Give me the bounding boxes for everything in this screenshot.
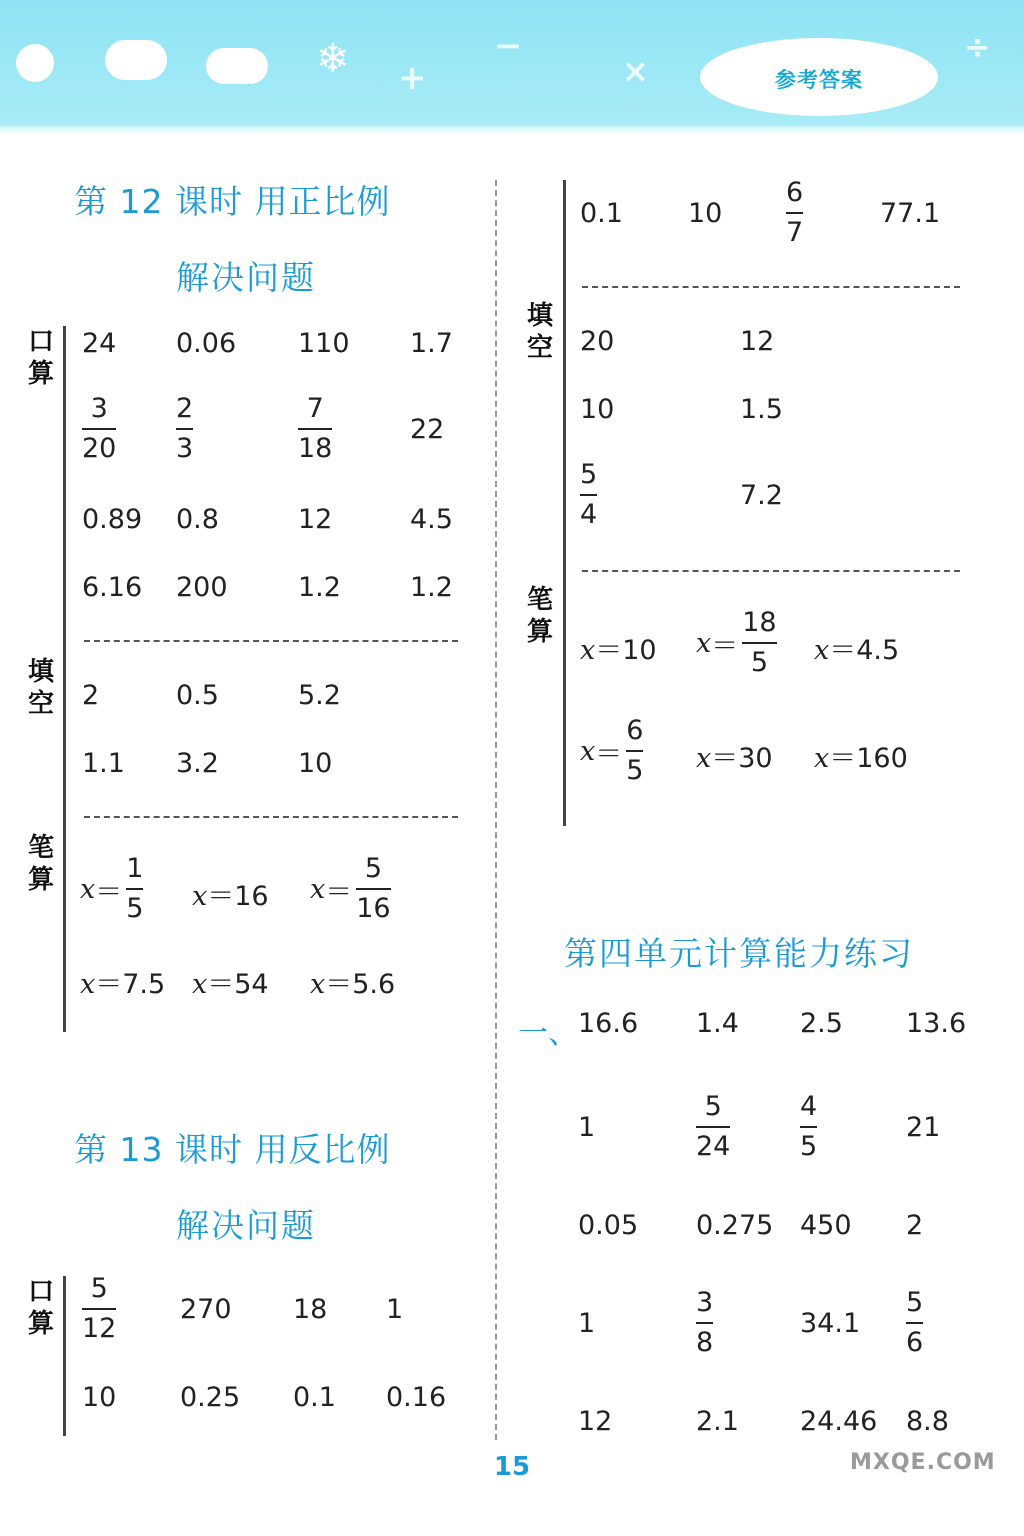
answer-cell: 12 [578,1406,613,1437]
answer-cell: x＝30 [696,743,773,774]
snowflake-icon: ❄ [316,36,350,82]
answer-cell: 0.8 [176,504,219,535]
answer-cell: x＝16 [192,881,269,912]
lesson13-vline [63,1276,66,1436]
tiankong-label: 填 空 [526,301,553,363]
answer-cell: 200 [176,572,228,603]
answer-cell: x ＝ $\frac{18}{5}$ [696,607,777,678]
answer-cell: 0.16 [386,1382,447,1413]
answer-cell: 2 3 [176,393,194,464]
answer-cell: 77.1 [880,198,941,229]
answer-cell: 5 12 [82,1273,117,1344]
answer-cell: 5.2 [298,680,341,711]
lesson12-title: 第 12 课时 用正比例 [74,182,391,221]
answer-cell: 10 [688,198,723,229]
cloud-icon [105,40,167,80]
answer-cell: 21 [906,1112,941,1143]
answer-cell: 10 [298,748,333,779]
answer-cell: x＝160 [814,743,908,774]
answer-cell: 34.1 [800,1308,861,1339]
answer-cell: 3.2 [176,748,219,779]
answer-cell: 1.4 [696,1008,739,1039]
answer-cell: 16.6 [578,1008,639,1039]
answer-cell: 1 [386,1294,404,1325]
answer-cell: 1.7 [410,328,453,359]
answer-cell: 5 6 [906,1287,924,1358]
tiankong-label: 填 空 [27,657,54,719]
page-number: 15 [493,1452,531,1482]
answer-cell: 1.1 [82,748,125,779]
rain-cloud-icon [206,48,268,84]
answer-cell: 0.5 [176,680,219,711]
answer-cell: 7 18 [298,393,333,464]
lesson12-vline [63,326,66,1032]
answer-cell: 4.5 [410,504,453,535]
answer-cell: 270 [180,1294,232,1325]
answer-cell: 2 [906,1210,924,1241]
answer-cell: x＝7.5 [80,969,166,1000]
answer-cell: 0.275 [696,1210,774,1241]
kousuan-label: 口 算 [27,1277,54,1339]
unit4-prefix: 一、 [518,1016,578,1051]
answer-badge [700,38,938,116]
answer-cell: 0.05 [578,1210,639,1241]
answer-cell: 2.5 [800,1008,843,1039]
answer-cell: x＝4.5 [814,635,900,666]
answer-cell: 6 7 [786,177,804,248]
answer-cell: x＝5.6 [310,969,396,1000]
answer-cell: 24.46 [800,1406,878,1437]
answer-cell: 5 4 [580,459,598,530]
answer-cell: 5 24 [696,1091,731,1162]
answer-cell: 20 [580,326,615,357]
header-banner [0,0,1024,132]
answer-cell: 110 [298,328,350,359]
answer-cell: 1.2 [298,572,341,603]
answer-cell: 12 [740,326,775,357]
lesson13-subtitle: 解决问题 [176,1206,316,1245]
right-vline [563,180,566,826]
answer-cell: 8.8 [906,1406,949,1437]
answer-cell: x ＝ $\frac{6}{5}$ [580,715,644,786]
answer-cell: x ＝ $\frac{1}{5}$ [80,853,144,924]
answer-cell: 7.2 [740,480,783,511]
answer-cell: 1 [578,1308,596,1339]
answer-cell: x＝54 [192,969,269,1000]
sun-icon [16,44,54,82]
divide-icon: ÷ [964,28,991,66]
watermark: MXQE.COM [850,1450,996,1475]
answer-cell: 6.16 [82,572,143,603]
answer-cell: 0.06 [176,328,237,359]
divider [582,570,960,572]
answer-cell: 2.1 [696,1406,739,1437]
answer-cell: 24 [82,328,117,359]
lesson12-subtitle: 解决问题 [176,258,316,297]
bisuan-label: 笔 算 [27,833,54,895]
bisuan-label: 笔 算 [526,585,553,647]
answer-cell: 0.25 [180,1382,241,1413]
answer-cell: 0.89 [82,504,143,535]
answer-cell: 1.2 [410,572,453,603]
divider [84,816,458,818]
answer-cell: 0.1 [293,1382,336,1413]
unit4-title: 第四单元计算能力练习 [564,934,914,973]
answer-cell: 13.6 [906,1008,967,1039]
kousuan-label: 口 算 [27,327,54,389]
answer-cell: 18 [293,1294,328,1325]
answer-cell: x＝10 [580,635,657,666]
lesson13-title: 第 13 课时 用反比例 [74,1130,391,1169]
answer-cell: 2 [82,680,100,711]
plus-icon: + [398,58,427,98]
answer-cell: x ＝ $\frac{5}{16}$ [310,853,391,924]
answer-cell: 450 [800,1210,852,1241]
answer-cell: 12 [298,504,333,535]
answer-cell: 1.5 [740,394,783,425]
answer-cell: 3 20 [82,393,117,464]
times-icon: × [622,52,649,90]
answer-cell: 10 [82,1382,117,1413]
minus-icon: − [494,26,523,66]
answer-cell: 0.1 [580,198,623,229]
answer-cell: 22 [410,414,445,445]
badge-text: 参考答案 [775,68,863,92]
divider [582,286,960,288]
divider [84,640,458,642]
answer-cell: 1 [578,1112,596,1143]
answer-cell: 10 [580,394,615,425]
column-divider [495,180,497,1440]
answer-cell: 3 8 [696,1287,714,1358]
answer-cell: 4 5 [800,1091,818,1162]
